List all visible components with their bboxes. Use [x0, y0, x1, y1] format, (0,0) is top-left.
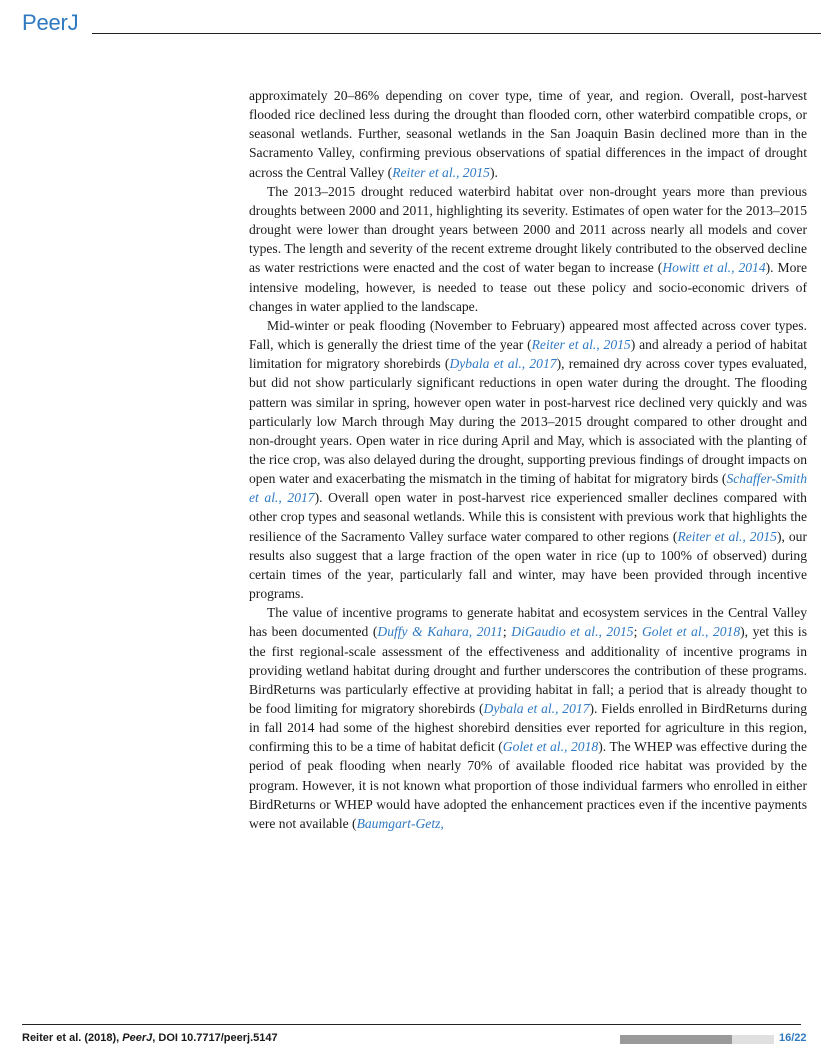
- paragraph-text: ). The WHEP was effective during the period of peak flooding when nearly 70% of available flooded rice habitat was provided by the program. However, it is not known what proportion of those individual farmers who enrolled in either BirdReturns or WHEP would have adopted the enhancement practices even if the incentive payments were not available (: [249, 739, 807, 831]
- citation-link[interactable]: Howitt et al., 2014: [662, 260, 766, 276]
- paragraph-text: ), yet this is the first regional-scale assessment of the effectiveness and additionality of incentive programs in providing wetland habitat during drought and further underscores the contribution of these programs. BirdReturns was particularly effective at providing habitat in fall; a period that is already thought to be food limiting for migratory shorebirds (: [249, 624, 808, 716]
- paragraph-text: ). More intensive modeling, however, is needed to tease out these policy and socio-economic drivers of changes in water applied to the landscape.: [249, 260, 807, 314]
- page-header: [22, 10, 817, 40]
- page-number: 16/22: [779, 1032, 807, 1044]
- peerj-logo: PeerJ: [22, 10, 79, 35]
- paragraph-text: ). Fields enrolled in BirdReturns during in fall 2014 had some of the highest shorebird densities ever reported for agriculture in this region, confirming this to be a time of habitat deficit (: [249, 701, 807, 755]
- page-progress-bar: [620, 1035, 774, 1044]
- body-paragraph: [249, 182, 807, 316]
- article-body: [249, 86, 807, 833]
- citation-link[interactable]: Schaffer-Smith et al., 2017: [249, 471, 807, 506]
- paragraph-text: ;: [633, 624, 642, 640]
- body-paragraph: [249, 316, 807, 603]
- citation-link[interactable]: Dybala et al., 2017: [449, 356, 557, 372]
- citation-link[interactable]: Reiter et al., 2015: [531, 337, 631, 353]
- paragraph-text: approximately 20–86% depending on cover type, time of year, and region. Overall, post-harvest flooded rice declined less during the drought than flooded corn, other waterbird compatible crops, or seasonal wetlands. Further, seasonal wetlands in the San Joaquin Basin declined more than in the Sacramento Valley, confirming previous observations of spatial differences in the impact of drought across the Central Valley (: [249, 88, 807, 180]
- citation-link[interactable]: Reiter et al., 2015: [392, 164, 490, 180]
- paragraph-text: The 2013–2015 drought reduced waterbird habitat over non-drought years more than previous droughts between 2000 and 2011, highlighting its severity. Estimates of open water for the 2013–2015 drought were lower than drought years between 2000 and 2011 across nearly all models and cover types. The length and severity of the recent extreme drought likely contributed to the observed decline as water restrictions were enacted and the cost of water began to increase (: [249, 183, 807, 276]
- footer-citation: [22, 1032, 278, 1044]
- citation-link[interactable]: DiGaudio et al., 2015: [511, 624, 634, 640]
- citation-link[interactable]: Reiter et al., 2015: [677, 528, 777, 544]
- citation-link[interactable]: Duffy & Kahara, 2011: [377, 624, 503, 640]
- paragraph-text: ) and already a period of habitat limitation for migratory shorebirds (: [249, 337, 807, 372]
- paragraph-text: ), our results also suggest that a large fraction of the open water in rice (up to 100% of observed) during certain times of the year, particularly fall and winter, may have been provided through incentive programs.: [249, 528, 808, 602]
- footer-authors: Reiter et al. (2018),: [22, 1032, 123, 1044]
- page-footer: [22, 1024, 817, 1054]
- header-rule: [92, 33, 821, 34]
- citation-link[interactable]: Baumgart-Getz,: [356, 815, 444, 831]
- paragraph-text: ).: [489, 164, 498, 180]
- body-paragraph: [249, 603, 807, 833]
- paragraph-text: ), remained dry across cover types evaluated, but did not show particularly significant reductions in open water during the drought. The flooding pattern was similar in spring, however open water in post-harvest rice declined very quickly and was particularly low March through May during the 2013–2015 drought compared to other drought and non-drought years. Open water in rice during April and May, which is associated with the planting of the rice crop, was also delayed during the drought, supporting previous findings of drought impacts on open water and exacerbating the mismatch in the timing of habitat for migratory birds (: [249, 356, 807, 487]
- footer-doi: , DOI 10.7717/peerj.5147: [152, 1032, 278, 1044]
- footer-journal: PeerJ: [122, 1032, 153, 1044]
- paragraph-text: Mid-winter or peak flooding (November to February) appeared most affected across cover types. Fall, which is generally the driest time of the year (: [249, 317, 807, 353]
- paragraph-text: The value of incentive programs to generate habitat and ecosystem services in the Central Valley has been documented (: [249, 605, 807, 640]
- footer-rule: [22, 1024, 801, 1025]
- citation-link[interactable]: Golet et al., 2018: [641, 624, 741, 640]
- page-progress-fill: [620, 1035, 732, 1044]
- citation-link[interactable]: Dybala et al., 2017: [483, 701, 590, 716]
- paragraph-text: ). Overall open water in post-harvest rice experienced smaller declines compared with other crop types and seasonal wetlands. While this is consistent with previous work that highlights the resilience of the Sacramento Valley surface water compared to other regions (: [249, 490, 807, 544]
- body-paragraph: [249, 86, 807, 182]
- citation-link[interactable]: Golet et al., 2018: [502, 739, 599, 755]
- paragraph-text: ;: [502, 624, 512, 640]
